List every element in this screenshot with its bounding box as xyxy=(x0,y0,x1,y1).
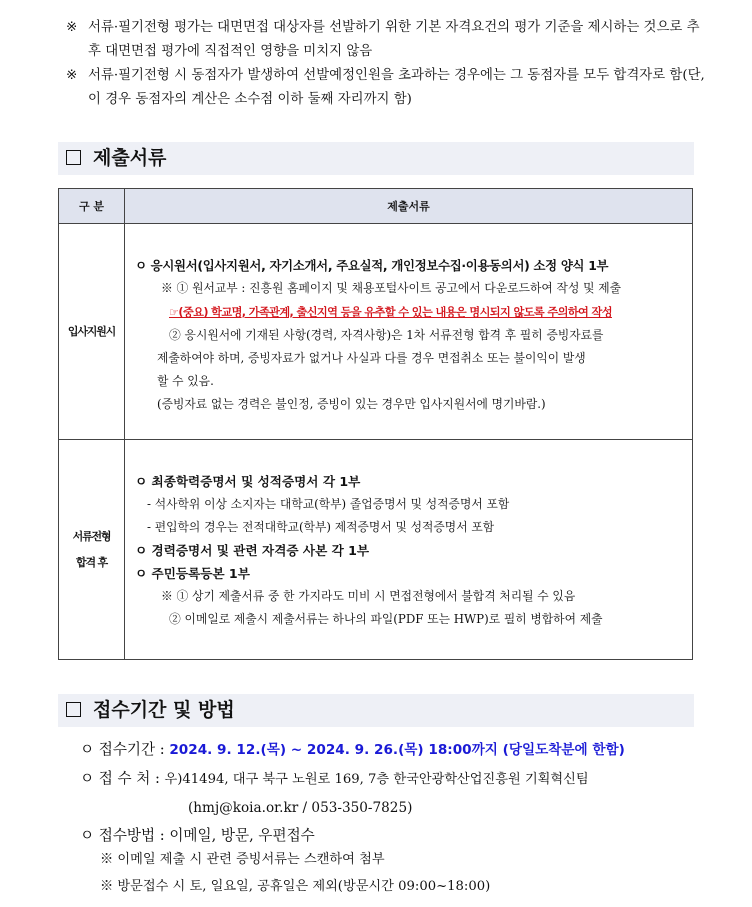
header-documents: 제출서류 xyxy=(125,189,693,224)
checkbox-square-icon xyxy=(66,150,81,165)
doc-line: ※ ① 상기 제출서류 중 한 가지라도 미비 시 면접전형에서 불합격 처리될 수 있음 xyxy=(161,589,576,603)
doc-main: ㅇ 응시원서(입사지원서, 자기소개서, 주요실적, 개인정보수집·이용동의서) 소정 양식 1부 xyxy=(135,258,609,273)
place-value: 우)41494, 대구 북구 노원로 169, 7층 한국안광학산업진흥원 기획혁신팀 xyxy=(164,772,589,787)
doc-main: ㅇ 경력증명서 및 관련 자격증 사본 각 1부 xyxy=(135,543,370,558)
section-title: 접수기간 및 방법 xyxy=(93,699,235,721)
doc-line: ※ ① 원서교부 : 진흥원 홈페이지 및 채용포털사이트 공고에서 다운로드하여 작성 및 제출 xyxy=(161,281,622,295)
documents-table xyxy=(58,188,693,660)
note-text: 서류·필기전형 평가는 대면면접 대상자를 선발하기 위한 기본 자격요건의 평가 기준을 제시하는 것으로 추후 대면면접 평가에 직접적인 영향을 미치지 않음 xyxy=(88,20,700,59)
header-category: 구 분 xyxy=(59,189,125,224)
note-2 xyxy=(66,64,706,112)
row-category-apply: 입사지원시 xyxy=(59,224,125,440)
apply-period xyxy=(80,736,625,764)
note-1 xyxy=(66,16,706,64)
doc-main: ㅇ 주민등록등본 1부 xyxy=(135,566,250,581)
doc-line: (증빙자료 없는 경력은 불인정, 증빙이 있는 경우만 입사지원서에 명기바람.) xyxy=(157,397,546,411)
note-mark: ※ xyxy=(66,68,78,83)
method-label: ㅇ 접수방법 : xyxy=(80,827,165,844)
period-value: 2024. 9. 12.(목) ~ 2024. 9. 26.(목) 18:00까지 (당일도착분에 한함) xyxy=(169,742,625,758)
method-value: 이메일, 방문, 우편접수 xyxy=(169,827,315,844)
doc-line: 제출하여야 하며, 증빙자료가 없거나 사실과 다를 경우 면접취소 또는 불이익이 발생 xyxy=(157,351,586,365)
checkbox-square-icon xyxy=(66,702,81,717)
apply-method xyxy=(80,822,315,850)
table-header-row xyxy=(59,189,693,224)
method-note-1: ※ 이메일 제출 시 관련 증빙서류는 스캔하여 첨부 xyxy=(100,852,385,867)
place-contact: (hmj@koia.or.kr / 053-350-7825) xyxy=(188,800,413,816)
doc-line: ② 이메일로 제출시 제출서류는 하나의 파일(PDF 또는 HWP)로 필히 병합하여 제출 xyxy=(169,612,603,626)
section-title: 제출서류 xyxy=(93,147,167,169)
table-row xyxy=(59,440,693,660)
apply-place xyxy=(80,765,589,794)
row-docs-pass xyxy=(125,440,693,660)
note-text: 서류·필기전형 시 동점자가 발생하여 선발예정인원을 초과하는 경우에는 그 동점자를 모두 합격자로 함(단, 이 경우 동점자의 계산은 소수점 이하 둘째 자리까지 함) xyxy=(88,68,705,107)
row-docs-apply xyxy=(125,224,693,440)
row-category-pass xyxy=(59,440,125,660)
method-note-2: ※ 방문접수 시 토, 일요일, 공휴일은 제외(방문시간 09:00~18:00) xyxy=(100,879,491,894)
doc-line: 할 수 있음. xyxy=(157,374,214,388)
section-header-docs xyxy=(58,142,694,175)
doc-line: - 편입학의 경우는 전적대학교(학부) 제적증명서 및 성적증명서 포함 xyxy=(147,520,495,534)
table-row xyxy=(59,224,693,440)
doc-warning: ☞(중요) 학교명, 가족관계, 출신지역 등을 유추할 수 있는 내용은 명시되지 않도록 주의하여 작성 xyxy=(169,306,612,319)
note-mark: ※ xyxy=(66,20,78,35)
doc-main: ㅇ 최종학력증명서 및 성적증명서 각 1부 xyxy=(135,474,361,489)
place-label: ㅇ 접 수 처 : xyxy=(80,770,160,787)
section-header-apply xyxy=(58,694,694,727)
category-line: 합격 후 xyxy=(76,555,107,569)
doc-line: ② 응시원서에 기재된 사항(경력, 자격사항)은 1차 서류전형 합격 후 필히 증빙자료를 xyxy=(169,328,604,342)
category-line: 서류전형 xyxy=(72,529,111,543)
period-label: ㅇ 접수기간 : xyxy=(80,741,165,758)
doc-line: - 석사학위 이상 소지자는 대학교(학부) 졸업증명서 및 성적증명서 포함 xyxy=(147,497,510,511)
